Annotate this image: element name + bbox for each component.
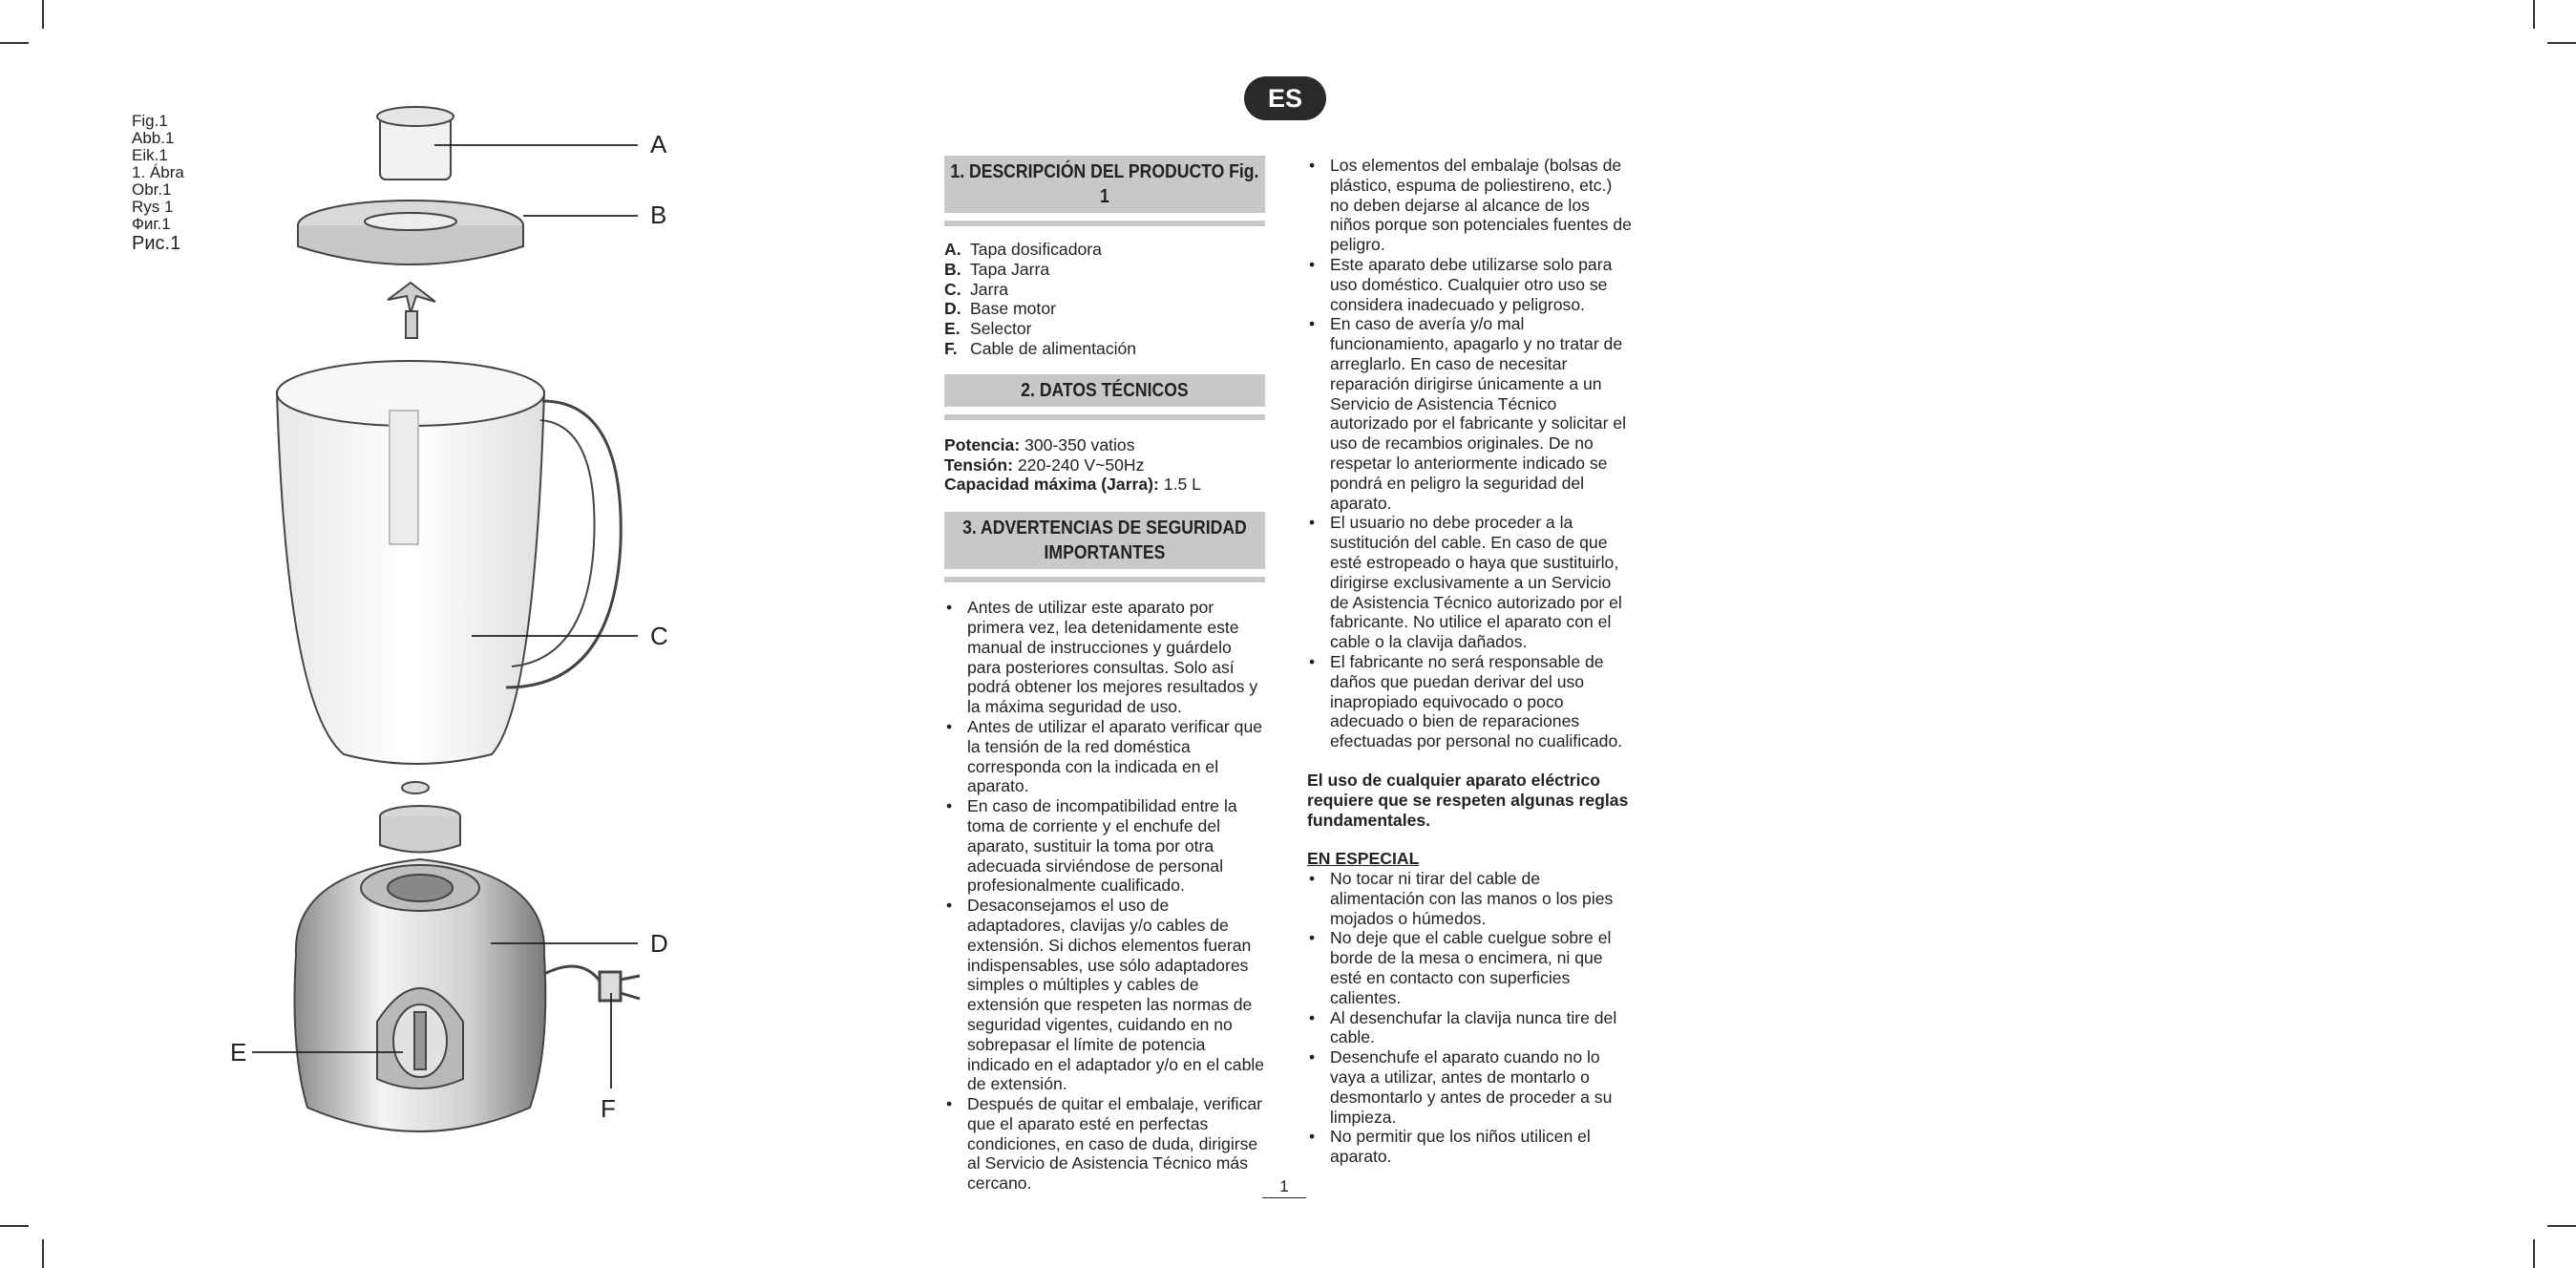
list-item: • Después de quitar el embalaje, verificar que el aparato esté en perfectas condiciones, en caso de duda, dirigirse al Servicio de Asistencia Técnico más cercano.	[944, 1094, 1265, 1194]
blender-exploded-diagram	[220, 95, 707, 1165]
figure-label-list	[132, 113, 184, 254]
parts-list	[944, 240, 1265, 359]
spec-line	[944, 475, 1265, 495]
measuring-cap-part	[377, 107, 454, 180]
safety-list	[1307, 156, 1632, 751]
list-item	[944, 260, 1265, 280]
jar-part	[277, 361, 621, 764]
figure-label: Abb.1	[132, 129, 175, 147]
notice-paragraph: El uso de cualquier aparato eléctrico requiere que se respeten algunas reglas fundamentales.	[1307, 770, 1629, 830]
power-cord-part	[544, 966, 640, 1001]
crop-mark	[2547, 42, 2576, 44]
callout-f: F	[601, 1094, 616, 1123]
part-text: Cable de alimentación	[970, 338, 1137, 358]
list-item	[944, 299, 1265, 319]
crop-mark	[0, 1225, 29, 1227]
spec-value: 220-240 V~50Hz	[1013, 454, 1145, 475]
crop-mark	[42, 1239, 44, 1268]
spec-label: Potencia:	[944, 434, 1021, 454]
crop-mark	[2533, 1239, 2535, 1268]
special-heading: EN ESPECIAL	[1307, 849, 1420, 869]
jar-lid-part	[298, 201, 523, 264]
figure-label: Eik.1	[132, 146, 168, 164]
spec-label: Capacidad máxima (Jarra):	[944, 475, 1159, 495]
section-rule	[944, 414, 1265, 420]
part-key: A.	[944, 240, 961, 259]
motor-base-part	[295, 859, 546, 1131]
part-key: E.	[944, 319, 961, 339]
part-key: B.	[944, 259, 961, 279]
text-column-left	[944, 156, 1265, 1194]
section-rule	[944, 221, 1265, 226]
part-text: Base motor	[970, 299, 1056, 319]
callout-c: C	[650, 622, 668, 650]
list-item	[944, 339, 1265, 359]
crop-mark	[2547, 1225, 2576, 1227]
figure-label: 1. Ábra	[132, 163, 184, 181]
list-item: • Los elementos del embalaje (bolsas de plástico, espuma de poliestireno, etc.) no deben dejarse al alcance de los niños porque son potenciales fuentes de peligro.	[1307, 156, 1632, 255]
part-text: Selector	[970, 319, 1032, 339]
part-text: Jarra	[970, 279, 1009, 299]
list-item: • No tocar ni tirar del cable de alimentación con las manos o los pies mojados o húmedos.	[1307, 869, 1632, 928]
list-item: • El fabricante no será responsable de daños que puedan derivar del uso inapropiado equivocado o poco adecuado o bien de reparaciones efectuadas por personal no cualificado.	[1307, 652, 1632, 751]
list-item	[944, 240, 1265, 260]
callout-a: A	[650, 130, 667, 158]
list-item: • No permitir que los niños utilicen el aparato.	[1307, 1127, 1632, 1167]
list-item: • Antes de utilizar el aparato verificar que la tensión de la red doméstica corresponda con la indicada en el aparato.	[944, 717, 1265, 796]
crop-mark	[42, 0, 44, 29]
figure-label: Рис.1	[132, 233, 181, 254]
list-item	[944, 319, 1265, 339]
callout-e: E	[230, 1038, 247, 1067]
safety-list	[944, 598, 1265, 1194]
spec-line	[944, 455, 1265, 476]
spec-value: 1.5 L	[1158, 475, 1201, 495]
text-column-right	[1307, 156, 1632, 1167]
spec-value: 300-350 vatios	[1020, 434, 1135, 454]
list-item	[944, 280, 1265, 300]
technical-specs	[944, 435, 1265, 495]
page-number: 1	[1262, 1178, 1306, 1198]
list-item: • Desenchufe el aparato cuando no lo vaya a utilizar, antes de montarlo o desmontarlo y antes de proceder a su limpieza.	[1307, 1047, 1632, 1127]
language-badge: ES	[1244, 76, 1326, 120]
figure-label: Rys 1	[132, 198, 174, 216]
list-item: • Desaconsejamos el uso de adaptadores, clavijas y/o cables de extensión. Si dichos elementos fueran indispensables, use sólo adaptadores simples o múltiples y cables de extensión que respeten las normas de seguridad vigentes, cuidando en no sobrepasar el límite de potencia indicado en el adaptador y/o en el cable de extensión.	[944, 896, 1265, 1094]
list-item: • Este aparato debe utilizarse solo para uso doméstico. Cualquier otro uso se considera inadecuado y peligroso.	[1307, 255, 1632, 314]
list-item: • Al desenchufar la clavija nunca tire del cable.	[1307, 1008, 1632, 1048]
list-item: • Antes de utilizar este aparato por primera vez, lea detenidamente este manual de instrucciones y guárdelo para posteriores consultas. Solo así podrá obtener los mejores resultados y la máxima seguridad de uso.	[944, 598, 1265, 717]
part-key: D.	[944, 299, 961, 319]
figure-label: Фиг.1	[132, 215, 171, 233]
section-heading: 2. DATOS TÉCNICOS	[944, 374, 1265, 407]
callout-b: B	[650, 201, 667, 229]
crop-mark	[0, 42, 29, 44]
special-list	[1307, 869, 1632, 1167]
part-key: C.	[944, 279, 961, 299]
crop-mark	[2533, 0, 2535, 29]
part-text: Tapa dosificadora	[970, 240, 1102, 259]
list-item: • En caso de avería y/o mal funcionamiento, apagarlo y no tratar de arreglarlo. En caso de necesitar reparación dirigirse únicamente a un Servicio de Asistencia Técnico autorizado por el fabricante y solicitar el uso de recambios originales. De no respetar lo anteriormente indicado se pondrá en peligro la seguridad del aparato.	[1307, 314, 1632, 513]
figure-label: Obr.1	[132, 180, 172, 199]
section-rule	[944, 577, 1265, 582]
section-heading: 3. ADVERTENCIAS DE SEGURIDAD IMPORTANTES	[944, 512, 1265, 569]
list-item: • No deje que el cable cuelgue sobre el borde de la mesa o encimera, ni que esté en contacto con superficies calientes.	[1307, 928, 1632, 1007]
list-item: • En caso de incompatibilidad entre la toma de corriente y el enchufe del aparato, sustituir la toma por otra adecuada sirviéndose de personal profesionalmente cualificado.	[944, 796, 1265, 896]
part-text: Tapa Jarra	[970, 259, 1050, 279]
section-heading: 1. DESCRIPCIÓN DEL PRODUCTO Fig. 1	[944, 156, 1265, 213]
callout-d: D	[650, 929, 668, 958]
list-item: • El usuario no debe proceder a la sustitución del cable. En caso de que esté estropeado o haya que sustituirlo, dirigirse exclusivamente a un Servicio de Asistencia Técnico autorizado por el fabricante. No utilice el aparato con el cable o la clavija dañados.	[1307, 513, 1632, 652]
coupling-part	[380, 782, 460, 853]
blade-part	[388, 283, 435, 338]
part-key: F.	[944, 338, 958, 358]
spec-label: Tensión:	[944, 454, 1013, 475]
figure-label: Fig.1	[132, 112, 168, 130]
spec-line	[944, 435, 1265, 455]
